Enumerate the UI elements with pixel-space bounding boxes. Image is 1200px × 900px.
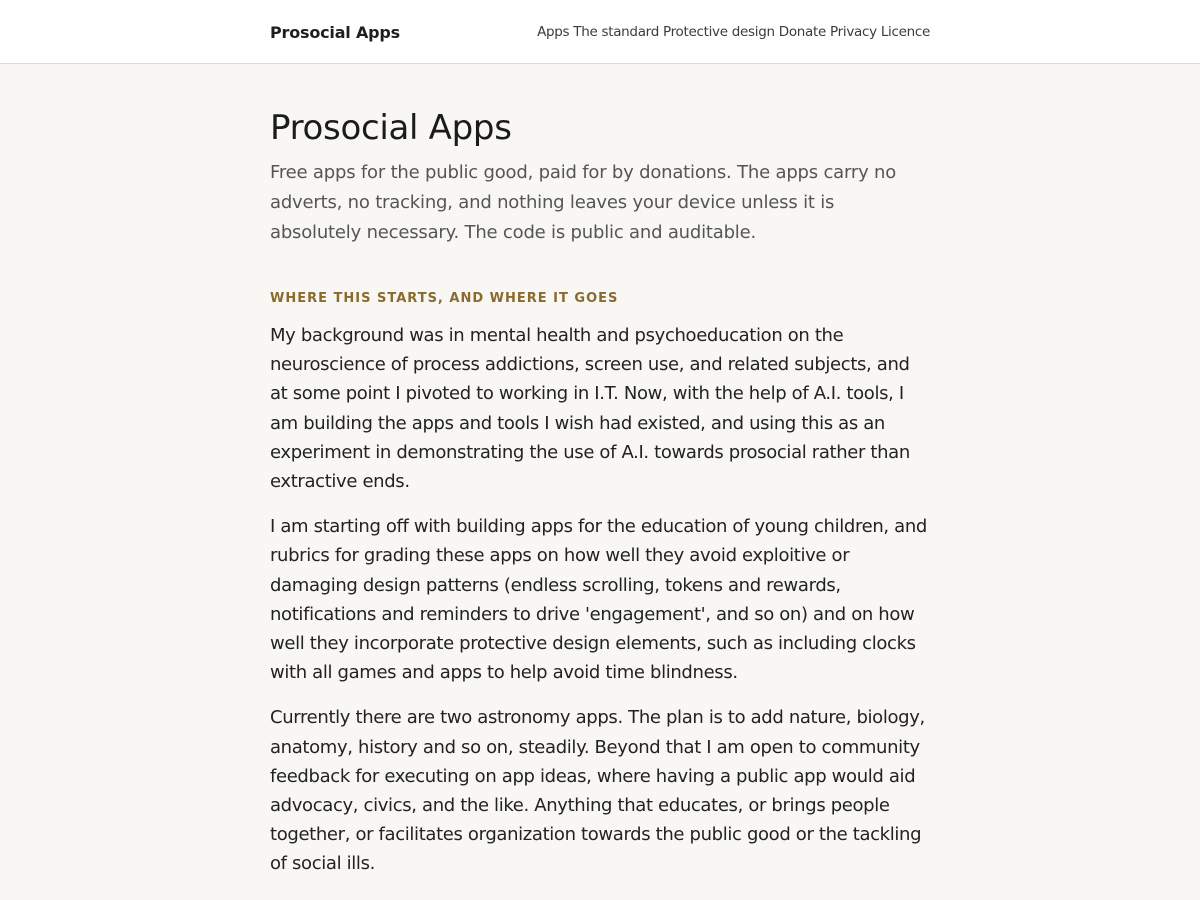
section-label: WHERE THIS STARTS, AND WHERE IT GOES xyxy=(270,291,619,306)
body-paragraph-2: I am starting off with building apps for the education of young children, and rubrics for grading these apps on how well they avoid exploitive or damaging design patterns (endless scrolling, tokens and rewards, notifications and reminders to drive 'engagement', and so on) and on how well they incorporate protective design elements, such as including clocks with all games and apps to help avoid time blindness. xyxy=(270,516,927,684)
nav-link-donate[interactable]: Donate xyxy=(778,24,827,40)
site-header xyxy=(0,0,1200,64)
body-paragraph-3: Currently there are two astronomy apps. The plan is to add nature, biology, anatomy, history and so on, steadily. Beyond that I am open to community feedback for executing on app ideas, where having a public app would aid advocacy, civics, and the like. Anything that educates, or brings people together, or facilitates organization towards the public good or the tackling of social ills. xyxy=(270,707,925,875)
brand-link[interactable]: Prosocial Apps xyxy=(270,22,400,42)
primary-nav xyxy=(537,24,930,40)
header-inner xyxy=(270,0,930,64)
page-lede: Free apps for the public good, paid for by donations. The apps carry no adverts, no tracking, and nothing leaves your device unless it is absolutely necessary. The code is public and auditable. xyxy=(270,162,897,243)
body-paragraph-1: My background was in mental health and psychoeducation on the neuroscience of process addictions, screen use, and related subjects, and at some point I pivoted to working in I.T. Now, with the help of A.I. tools, I am building the apps and tools I wish had existed, and using this as an experiment in demonstrating the use of A.I. towards prosocial rather than extractive ends. xyxy=(270,325,910,493)
nav-link-apps[interactable]: Apps xyxy=(537,24,570,40)
nav-link-licence[interactable]: Licence xyxy=(880,24,930,40)
main-content xyxy=(270,64,930,879)
nav-link-privacy[interactable]: Privacy xyxy=(830,24,877,40)
nav-link-protective-design[interactable]: Protective design xyxy=(662,24,775,40)
nav-link-the-standard[interactable]: The standard xyxy=(573,24,659,40)
page-title: Prosocial Apps xyxy=(270,108,512,148)
